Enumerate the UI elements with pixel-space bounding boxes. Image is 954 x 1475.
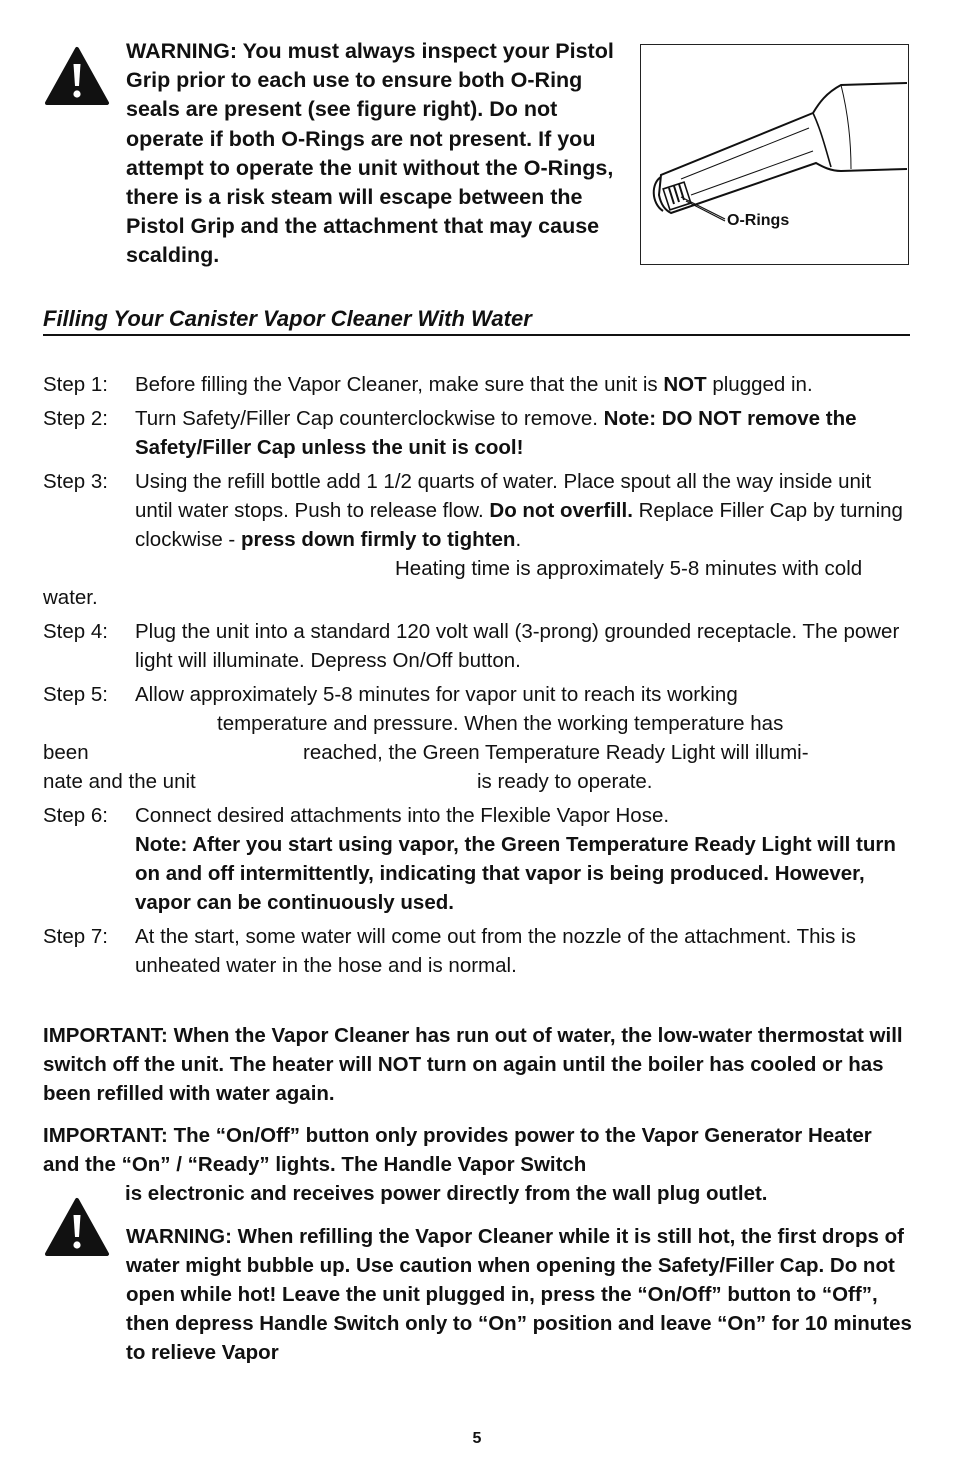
step-text: been <box>43 741 89 764</box>
step-1 <box>43 370 913 399</box>
step-text: reached, the Green Temperature Ready Light will illumi- <box>303 741 809 764</box>
step-label: Step 4: <box>43 620 108 643</box>
step-text: Turn Safety/Filler Cap counterclockwise to remove. <box>135 407 604 430</box>
step-label: Step 2: <box>43 407 108 430</box>
oring-figure <box>640 44 909 265</box>
oring-label: O-Rings <box>727 212 790 229</box>
step-label: Step 6: <box>43 804 108 827</box>
important-text: is electronic and receives power directly from the wall plug outlet. <box>125 1182 768 1205</box>
step-5 <box>43 680 913 796</box>
warning-triangle-icon <box>44 46 110 106</box>
step-text: nate and the unit <box>43 770 196 793</box>
step-text: plugged in. <box>706 373 813 396</box>
step-6 <box>43 801 913 917</box>
step-emphasis: press down firmly to tighten <box>240 528 516 551</box>
step-text: Heating time is approximately 5-8 minutes with cold <box>395 557 863 580</box>
section-title: Filling Your Canister Vapor Cleaner With Water <box>43 306 532 331</box>
step-text: water. <box>43 586 98 609</box>
steps-list <box>43 370 913 985</box>
step-3 <box>43 467 913 612</box>
step-text: Connect desired attachments into the Flexible Vapor Hose. <box>135 804 670 827</box>
important-text: IMPORTANT: The “On/Off” button only provides power to the Vapor Generator Heater and the “On” / “Ready” lights. The Handle Vapor Switch <box>43 1124 872 1176</box>
page-number: 5 <box>472 1430 482 1447</box>
step-label: Step 1: <box>43 373 108 396</box>
step-text: Plug the unit into a standard 120 volt wall (3-prong) grounded receptacle. The power light will illuminate. Depress On/Off button. <box>135 620 900 672</box>
step-text: Using the refill bottle add 1 1/2 quarts of water. Place spout all the way inside unit until water stops. Push to release flow. <box>135 470 872 522</box>
step-label: Step 3: <box>43 470 108 493</box>
step-7 <box>43 922 913 980</box>
step-emphasis: Note: DO NOT remove the Safety/Filler Cap unless the unit is cool! <box>135 407 857 459</box>
step-label: Step 5: <box>43 683 108 706</box>
important-notice-water: IMPORTANT: When the Vapor Cleaner has run out of water, the low-water thermostat will switch off the unit. The heater will NOT turn on again until the boiler has cooled or has been refilled with water again. <box>43 1024 903 1105</box>
warning-oring-text: WARNING: You must always inspect your Pistol Grip prior to each use to ensure both O-Ring seals are present (see figure right). Do not operate if both O-Rings are not present. If you attempt to operate the unit without the O-Rings, there is a risk steam will escape between the Pistol Grip and the attachment that may cause scalding. <box>126 39 614 268</box>
step-text: At the start, some water will come out from the nozzle of the attachment. This is unheated water in the hose and is normal. <box>135 925 856 977</box>
step-4 <box>43 617 913 675</box>
step-text: . <box>515 528 522 551</box>
step-text: Allow approximately 5-8 minutes for vapor unit to reach its working <box>135 683 738 706</box>
section-divider <box>43 334 910 336</box>
step-text: temperature and pressure. When the working temperature has <box>217 712 784 735</box>
step-text: Before filling the Vapor Cleaner, make sure that the unit is <box>135 373 664 396</box>
warning-triangle-icon <box>44 1197 110 1257</box>
step-label: Step 7: <box>43 925 108 948</box>
step-emphasis: NOT <box>663 373 707 396</box>
step-emphasis: Note: After you start using vapor, the Green Temperature Ready Light will turn on and off intermittently, indicating that vapor is being produced. However, vapor can be continuously used. <box>135 833 896 914</box>
important-notice-switch <box>43 1121 908 1208</box>
step-2 <box>43 404 913 462</box>
step-text: is ready to operate. <box>477 770 653 793</box>
warning-refill-text: WARNING: When refilling the Vapor Cleaner while it is still hot, the first drops of water might bubble up. Use caution when opening the Safety/Filler Cap. Do not open while hot! Leave the unit plugged in, press the “On/Off” button to “Off”, then depress Handle Switch only to “On” position and leave “On” for 10 minutes to relieve Vapor <box>126 1225 912 1364</box>
step-text: Replace Filler Cap by turning clockwise - <box>135 499 903 551</box>
step-emphasis: Do not overfill. <box>489 499 633 522</box>
